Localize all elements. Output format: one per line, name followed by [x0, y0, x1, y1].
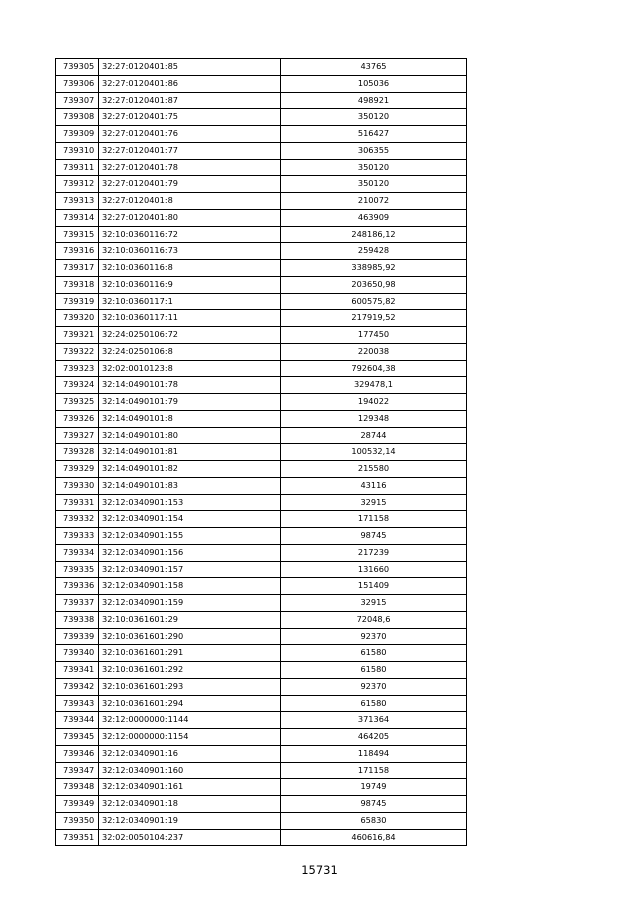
value-cell: 177450	[281, 327, 467, 344]
table-row	[56, 729, 467, 746]
row-number-cell: 739343	[56, 695, 99, 712]
value-cell: 248186,12	[281, 226, 467, 243]
value-cell: 600575,82	[281, 293, 467, 310]
table-row	[56, 209, 467, 226]
cadastral-number-cell: 32:14:0490101:78	[99, 377, 281, 394]
cadastral-number-cell: 32:24:0250106:72	[99, 327, 281, 344]
table-row	[56, 662, 467, 679]
table-row	[56, 712, 467, 729]
row-number-cell: 739326	[56, 410, 99, 427]
row-number-cell: 739314	[56, 209, 99, 226]
row-number-cell: 739337	[56, 595, 99, 612]
row-number-cell: 739308	[56, 109, 99, 126]
table-row	[56, 494, 467, 511]
row-number-cell: 739317	[56, 260, 99, 277]
cadastral-number-cell: 32:14:0490101:8	[99, 410, 281, 427]
row-number-cell: 739344	[56, 712, 99, 729]
value-cell: 259428	[281, 243, 467, 260]
cadastral-number-cell: 32:14:0490101:79	[99, 394, 281, 411]
value-cell: 210072	[281, 193, 467, 210]
cadastral-number-cell: 32:12:0340901:159	[99, 595, 281, 612]
value-cell: 220038	[281, 343, 467, 360]
table-row	[56, 812, 467, 829]
table-row	[56, 410, 467, 427]
value-cell: 463909	[281, 209, 467, 226]
row-number-cell: 739329	[56, 461, 99, 478]
row-number-cell: 739320	[56, 310, 99, 327]
cadastral-number-cell: 32:14:0490101:81	[99, 444, 281, 461]
value-cell: 217239	[281, 544, 467, 561]
cadastral-number-cell: 32:12:0340901:155	[99, 528, 281, 545]
row-number-cell: 739305	[56, 59, 99, 76]
table-row	[56, 678, 467, 695]
value-cell: 92370	[281, 678, 467, 695]
row-number-cell: 739307	[56, 92, 99, 109]
cadastral-number-cell: 32:27:0120401:85	[99, 59, 281, 76]
table-row	[56, 75, 467, 92]
row-number-cell: 739313	[56, 193, 99, 210]
row-number-cell: 739345	[56, 729, 99, 746]
value-cell: 72048,6	[281, 611, 467, 628]
row-number-cell: 739336	[56, 578, 99, 595]
table-row	[56, 611, 467, 628]
row-number-cell: 739341	[56, 662, 99, 679]
row-number-cell: 739335	[56, 561, 99, 578]
value-cell: 28744	[281, 427, 467, 444]
value-cell: 151409	[281, 578, 467, 595]
table-row	[56, 645, 467, 662]
table-row	[56, 595, 467, 612]
table-row	[56, 360, 467, 377]
table-row	[56, 444, 467, 461]
cadastral-number-cell: 32:14:0490101:83	[99, 477, 281, 494]
row-number-cell: 739338	[56, 611, 99, 628]
table-row	[56, 327, 467, 344]
row-number-cell: 739332	[56, 511, 99, 528]
cadastral-number-cell: 32:10:0361601:293	[99, 678, 281, 695]
row-number-cell: 739311	[56, 159, 99, 176]
cadastral-number-cell: 32:12:0340901:153	[99, 494, 281, 511]
table-row	[56, 159, 467, 176]
row-number-cell: 739328	[56, 444, 99, 461]
value-cell: 792604,38	[281, 360, 467, 377]
table-row	[56, 142, 467, 159]
row-number-cell: 739348	[56, 779, 99, 796]
row-number-cell: 739323	[56, 360, 99, 377]
value-cell: 61580	[281, 645, 467, 662]
value-cell: 19749	[281, 779, 467, 796]
value-cell: 516427	[281, 126, 467, 143]
value-cell: 98745	[281, 796, 467, 813]
cadastral-number-cell: 32:10:0360116:8	[99, 260, 281, 277]
table-row	[56, 745, 467, 762]
value-cell: 129348	[281, 410, 467, 427]
table-row	[56, 126, 467, 143]
cadastral-number-cell: 32:27:0120401:78	[99, 159, 281, 176]
value-cell: 171158	[281, 511, 467, 528]
row-number-cell: 739351	[56, 829, 99, 846]
row-number-cell: 739334	[56, 544, 99, 561]
value-cell: 215580	[281, 461, 467, 478]
cadastral-number-cell: 32:12:0340901:161	[99, 779, 281, 796]
page-number: 15731	[301, 863, 338, 877]
cadastral-number-cell: 32:12:0340901:156	[99, 544, 281, 561]
value-cell: 43765	[281, 59, 467, 76]
row-number-cell: 739315	[56, 226, 99, 243]
cadastral-number-cell: 32:12:0000000:1154	[99, 729, 281, 746]
cadastral-number-cell: 32:10:0361601:290	[99, 628, 281, 645]
cadastral-number-cell: 32:27:0120401:87	[99, 92, 281, 109]
table-row	[56, 829, 467, 846]
data-table	[55, 58, 467, 846]
row-number-cell: 739349	[56, 796, 99, 813]
table-row	[56, 544, 467, 561]
cadastral-number-cell: 32:27:0120401:86	[99, 75, 281, 92]
row-number-cell: 739312	[56, 176, 99, 193]
value-cell: 43116	[281, 477, 467, 494]
value-cell: 464205	[281, 729, 467, 746]
table-row	[56, 193, 467, 210]
value-cell: 217919,52	[281, 310, 467, 327]
row-number-cell: 739324	[56, 377, 99, 394]
cadastral-number-cell: 32:10:0361601:29	[99, 611, 281, 628]
row-number-cell: 739330	[56, 477, 99, 494]
value-cell: 371364	[281, 712, 467, 729]
table-row	[56, 176, 467, 193]
value-cell: 105036	[281, 75, 467, 92]
table-row	[56, 109, 467, 126]
cadastral-number-cell: 32:27:0120401:75	[99, 109, 281, 126]
value-cell: 98745	[281, 528, 467, 545]
row-number-cell: 739333	[56, 528, 99, 545]
row-number-cell: 739322	[56, 343, 99, 360]
row-number-cell: 739340	[56, 645, 99, 662]
value-cell: 92370	[281, 628, 467, 645]
table-row	[56, 276, 467, 293]
cadastral-number-cell: 32:12:0000000:1144	[99, 712, 281, 729]
row-number-cell: 739306	[56, 75, 99, 92]
row-number-cell: 739316	[56, 243, 99, 260]
table-row	[56, 695, 467, 712]
cadastral-number-cell: 32:10:0360116:73	[99, 243, 281, 260]
value-cell: 350120	[281, 159, 467, 176]
table-row	[56, 243, 467, 260]
row-number-cell: 739310	[56, 142, 99, 159]
table-row	[56, 762, 467, 779]
cadastral-number-cell: 32:10:0360117:11	[99, 310, 281, 327]
table-row	[56, 461, 467, 478]
row-number-cell: 739347	[56, 762, 99, 779]
row-number-cell: 739325	[56, 394, 99, 411]
table-row	[56, 310, 467, 327]
row-number-cell: 739346	[56, 745, 99, 762]
cadastral-number-cell: 32:12:0340901:18	[99, 796, 281, 813]
value-cell: 171158	[281, 762, 467, 779]
table-row	[56, 92, 467, 109]
row-number-cell: 739321	[56, 327, 99, 344]
cadastral-number-cell: 32:12:0340901:16	[99, 745, 281, 762]
value-cell: 194022	[281, 394, 467, 411]
row-number-cell: 739331	[56, 494, 99, 511]
cadastral-number-cell: 32:27:0120401:76	[99, 126, 281, 143]
cadastral-number-cell: 32:12:0340901:158	[99, 578, 281, 595]
row-number-cell: 739350	[56, 812, 99, 829]
cadastral-number-cell: 32:10:0361601:292	[99, 662, 281, 679]
cadastral-number-cell: 32:12:0340901:157	[99, 561, 281, 578]
value-cell: 350120	[281, 176, 467, 193]
cadastral-number-cell: 32:10:0360116:72	[99, 226, 281, 243]
cadastral-number-cell: 32:27:0120401:8	[99, 193, 281, 210]
cadastral-number-cell: 32:14:0490101:82	[99, 461, 281, 478]
table-row	[56, 293, 467, 310]
table-row	[56, 796, 467, 813]
cadastral-number-cell: 32:12:0340901:160	[99, 762, 281, 779]
table-row	[56, 343, 467, 360]
table-row	[56, 779, 467, 796]
table-body	[56, 59, 467, 846]
value-cell: 118494	[281, 745, 467, 762]
table-row	[56, 628, 467, 645]
table-row	[56, 394, 467, 411]
value-cell: 32915	[281, 595, 467, 612]
row-number-cell: 739319	[56, 293, 99, 310]
value-cell: 498921	[281, 92, 467, 109]
cadastral-number-cell: 32:14:0490101:80	[99, 427, 281, 444]
cadastral-number-cell: 32:02:0010123:8	[99, 360, 281, 377]
cadastral-number-cell: 32:27:0120401:80	[99, 209, 281, 226]
cadastral-number-cell: 32:27:0120401:79	[99, 176, 281, 193]
row-number-cell: 739339	[56, 628, 99, 645]
row-number-cell: 739318	[56, 276, 99, 293]
value-cell: 61580	[281, 662, 467, 679]
row-number-cell: 739309	[56, 126, 99, 143]
value-cell: 131660	[281, 561, 467, 578]
cadastral-number-cell: 32:12:0340901:154	[99, 511, 281, 528]
row-number-cell: 739342	[56, 678, 99, 695]
cadastral-number-cell: 32:12:0340901:19	[99, 812, 281, 829]
table-row	[56, 477, 467, 494]
value-cell: 306355	[281, 142, 467, 159]
table-row	[56, 377, 467, 394]
cadastral-number-cell: 32:10:0360117:1	[99, 293, 281, 310]
value-cell: 203650,98	[281, 276, 467, 293]
value-cell: 350120	[281, 109, 467, 126]
value-cell: 61580	[281, 695, 467, 712]
cadastral-number-cell: 32:24:0250106:8	[99, 343, 281, 360]
value-cell: 32915	[281, 494, 467, 511]
table-row	[56, 427, 467, 444]
value-cell: 65830	[281, 812, 467, 829]
value-cell: 338985,92	[281, 260, 467, 277]
table-row	[56, 226, 467, 243]
value-cell: 100532,14	[281, 444, 467, 461]
table-row	[56, 528, 467, 545]
cadastral-number-cell: 32:27:0120401:77	[99, 142, 281, 159]
table-row	[56, 578, 467, 595]
cadastral-number-cell: 32:10:0361601:291	[99, 645, 281, 662]
value-cell: 460616,84	[281, 829, 467, 846]
value-cell: 329478,1	[281, 377, 467, 394]
cadastral-number-cell: 32:10:0360116:9	[99, 276, 281, 293]
cadastral-number-cell: 32:02:0050104:237	[99, 829, 281, 846]
cadastral-number-cell: 32:10:0361601:294	[99, 695, 281, 712]
row-number-cell: 739327	[56, 427, 99, 444]
table-row	[56, 260, 467, 277]
table-row	[56, 59, 467, 76]
table-row	[56, 561, 467, 578]
table-row	[56, 511, 467, 528]
